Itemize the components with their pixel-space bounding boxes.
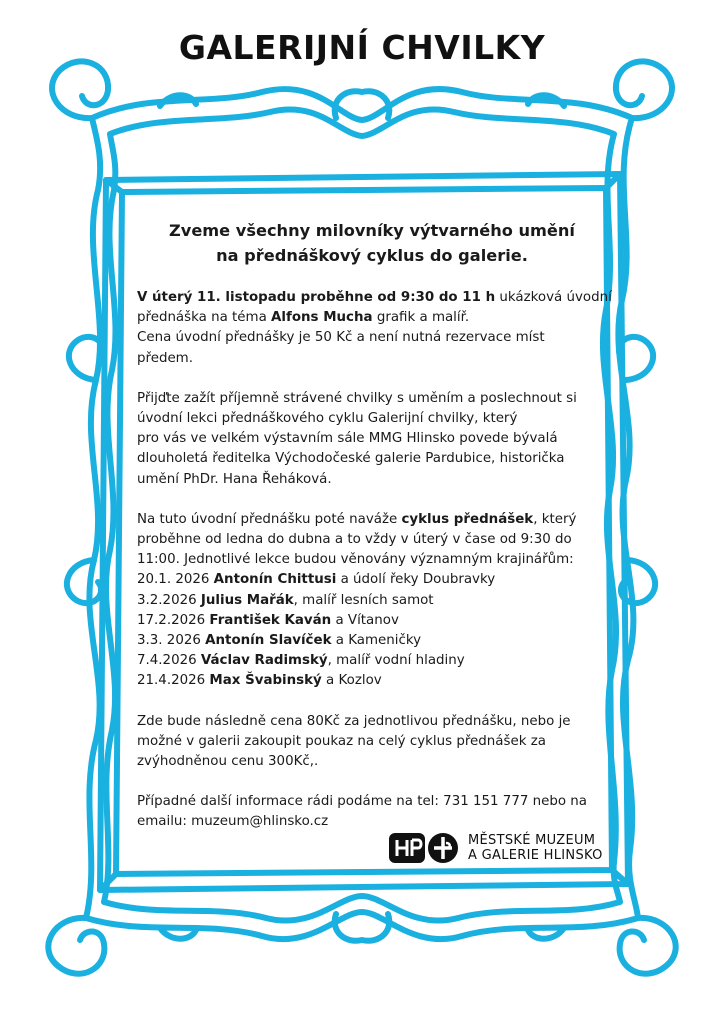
- lecture-painter: Julius Mařák: [200, 592, 294, 608]
- cycle-line-1: [137, 510, 607, 530]
- heading-line-1: Zveme všechny milovníky výtvarného umění: [169, 221, 575, 240]
- lecture-painter: Václav Radimský: [200, 653, 328, 669]
- paragraph-pricing: [137, 712, 607, 773]
- cycle-line-2: proběhne od ledna do dubna a to vždy v úterý v čase od 9:30 do: [137, 532, 572, 548]
- description-line: úvodní lekci přednáškového cyklu Galerijní chvilky, který: [137, 411, 518, 427]
- cycle-text-2: , který: [533, 511, 577, 527]
- lecture-subject: a Vítanov: [331, 612, 399, 628]
- invitation-heading: [137, 218, 607, 268]
- lecture-date: 21.4.2026: [137, 673, 210, 689]
- poster-content: [137, 218, 612, 853]
- museum-logo: [388, 830, 603, 866]
- lecture-date: 3.3. 2026: [137, 633, 206, 649]
- lecture-painter: Max Švabinský: [209, 673, 322, 689]
- museum-name-line-1: MĚSTSKÉ MUZEUM: [468, 833, 596, 848]
- museum-name-line-2: A GALERIE HLINSKO: [468, 848, 603, 863]
- museum-name: [468, 833, 603, 863]
- lecture-painter: František Kaván: [209, 612, 332, 628]
- intro-line-1: [137, 288, 612, 308]
- description-line: pro vás ve velkém výstavním sále MMG Hlinsko povede bývalá: [137, 431, 558, 447]
- paragraph-lecture-cycle: [137, 510, 607, 692]
- lecture-item: [137, 570, 607, 590]
- lecture-date: 17.2.2026: [137, 612, 210, 628]
- description-line: dlouholetá ředitelka Východočeské galerie Pardubice, historička: [137, 451, 565, 467]
- intro-text-3: grafik a malíř.: [372, 310, 470, 326]
- intro-text-2: přednáška na téma: [137, 310, 272, 326]
- lecture-date: 3.2.2026: [137, 592, 201, 608]
- pricing-line: možné v galerii zakoupit poukaz na celý cyklus přednášek za: [137, 733, 546, 749]
- intro-text-1: ukázková úvodní: [495, 290, 612, 305]
- pricing-line: Zde bude následně cena 80Kč za jednotlivou přednášku, nebo je: [137, 713, 571, 729]
- pricing-line: zvýhodněnou cenu 300Kč,.: [137, 754, 319, 770]
- poster-title: GALERIJNÍ CHVILKY: [178, 28, 546, 67]
- paragraph-intro: [137, 288, 612, 369]
- lecture-painter: Antonín Slavíček: [205, 633, 332, 649]
- intro-topic: Alfons Mucha: [271, 310, 373, 326]
- intro-line-2: [137, 308, 607, 328]
- lecture-item: [137, 671, 607, 691]
- intro-line-3: Cena úvodní přednášky je 50 Kč a není nutná rezervace míst: [137, 330, 545, 346]
- lecture-date: 20.1. 2026: [137, 572, 214, 588]
- cycle-bold: cyklus přednášek: [401, 511, 534, 527]
- lecture-subject: , malíř lesních samot: [293, 592, 434, 608]
- lecture-subject: a Kozlov: [321, 673, 382, 689]
- lecture-item: [137, 651, 607, 671]
- lecture-item: [137, 591, 607, 611]
- description-line: umění PhDr. Hana Řeháková.: [137, 471, 332, 487]
- description-line: Přijďte zažít příjemně strávené chvilky s uměním a poslechnout si: [137, 390, 577, 406]
- lecture-subject: a Kameničky: [331, 633, 422, 649]
- lecture-item: [137, 611, 607, 631]
- cycle-text-1: Na tuto úvodní přednášku poté naváže: [137, 511, 402, 527]
- intro-line-4: předem.: [137, 350, 193, 366]
- paragraph-contact: [137, 792, 607, 832]
- lecture-subject: , malíř vodní hladiny: [327, 653, 465, 669]
- museum-logo-icon: [388, 830, 460, 866]
- heading-line-2: na přednáškový cyklus do galerie.: [216, 246, 528, 265]
- paragraph-description: [137, 389, 607, 490]
- lecture-item: [137, 631, 607, 651]
- lecture-date: 7.4.2026: [137, 653, 201, 669]
- contact-line: emailu: muzeum@hlinsko.cz: [137, 814, 329, 830]
- contact-line: Případné další informace rádi podáme na tel: 731 151 777 nebo na: [137, 794, 587, 810]
- intro-date-time: V úterý 11. listopadu proběhne od 9:30 do 11 h: [137, 290, 496, 305]
- cycle-line-3: 11:00. Jednotlivé lekce budou věnovány významným krajinářům:: [137, 552, 574, 568]
- lecture-painter: Antonín Chittusi: [213, 572, 337, 588]
- lecture-subject: a údolí řeky Doubravky: [336, 572, 496, 588]
